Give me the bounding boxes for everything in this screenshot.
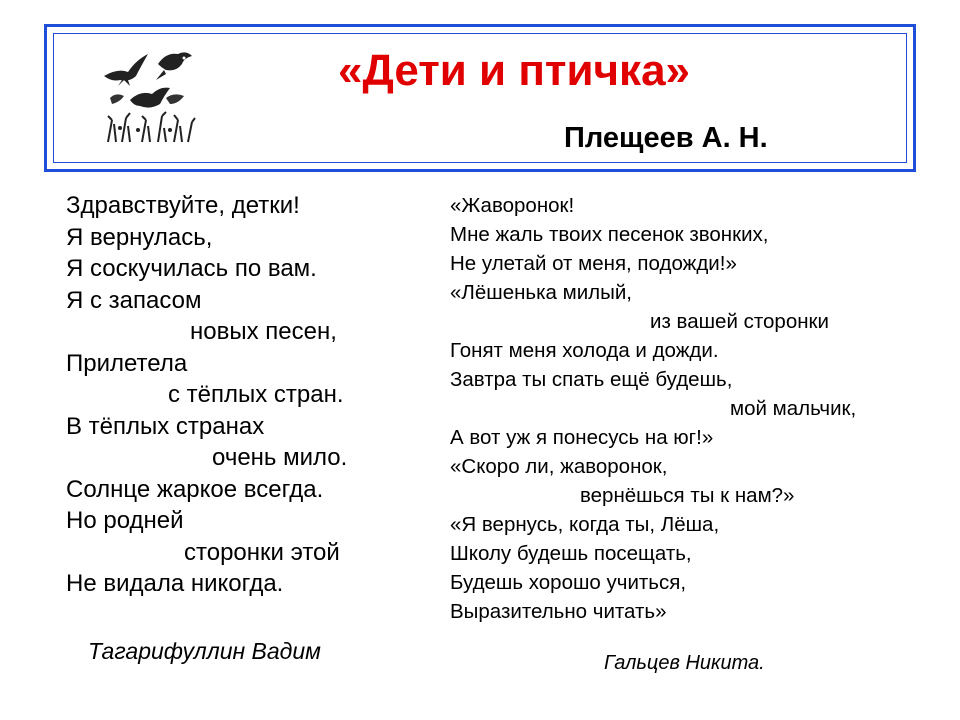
poem-line: сторонки этой xyxy=(184,538,340,566)
poem-line: очень мило. xyxy=(212,444,348,471)
poem-author: Плещеев А. Н. xyxy=(564,122,768,154)
poem-line: Я соскучилась по вам. xyxy=(66,255,317,282)
poem-line: Гонят меня холода и дожди. xyxy=(450,339,719,362)
poem-line: Но родней xyxy=(66,507,184,534)
page-title: «Дети и птичка» xyxy=(337,46,691,95)
poem-line: «Жаворонок! xyxy=(450,194,575,217)
poem-line: Школу будешь посещать, xyxy=(450,542,692,565)
poem-line: Будешь хорошо учиться, xyxy=(450,571,687,594)
poem-line: Я вернулась, xyxy=(66,223,213,251)
poem-line: Завтра ты спать ещё будешь, xyxy=(450,368,733,391)
poem-line: с тёплых стран. xyxy=(168,381,344,408)
poem-line: новых песен, xyxy=(190,318,337,345)
poem-line: Я с запасом xyxy=(66,286,202,314)
poem-line: мой мальчик, xyxy=(730,397,857,420)
poem-line: Выразительно читать» xyxy=(450,600,667,623)
poem-line: Мне жаль твоих песенок звонких, xyxy=(450,223,769,246)
poem-line: А вот уж я понесусь на юг!» xyxy=(450,426,714,449)
poem-line: «Лёшенька милый, xyxy=(450,281,633,304)
title-banner xyxy=(44,24,916,172)
poem-line: вернёшься ты к нам?» xyxy=(580,484,795,507)
right-poem xyxy=(450,191,920,626)
poem-line: «Скоро ли, жаворонок, xyxy=(450,455,668,478)
title-banner-inner xyxy=(53,33,907,163)
right-poem-signature: Гальцев Никита. xyxy=(604,652,765,674)
poem-line: Солнце жаркое всегда. xyxy=(66,475,324,503)
poem-line: Прилетела xyxy=(66,349,188,377)
poem-line: «Я вернусь, когда ты, Лёша, xyxy=(450,513,720,536)
poem-line: Здравствуйте, детки! xyxy=(66,192,300,219)
poem-line: Не улетай от меня, подожди!» xyxy=(450,252,737,275)
poem-line: из вашей сторонки xyxy=(650,310,829,333)
poem-line: В тёплых странах xyxy=(66,412,265,440)
poem-line: Не видала никогда. xyxy=(66,570,284,597)
birds-illustration-icon xyxy=(100,46,196,146)
left-poem-signature: Тагарифуллин Вадим xyxy=(88,638,321,664)
left-poem xyxy=(66,190,396,600)
